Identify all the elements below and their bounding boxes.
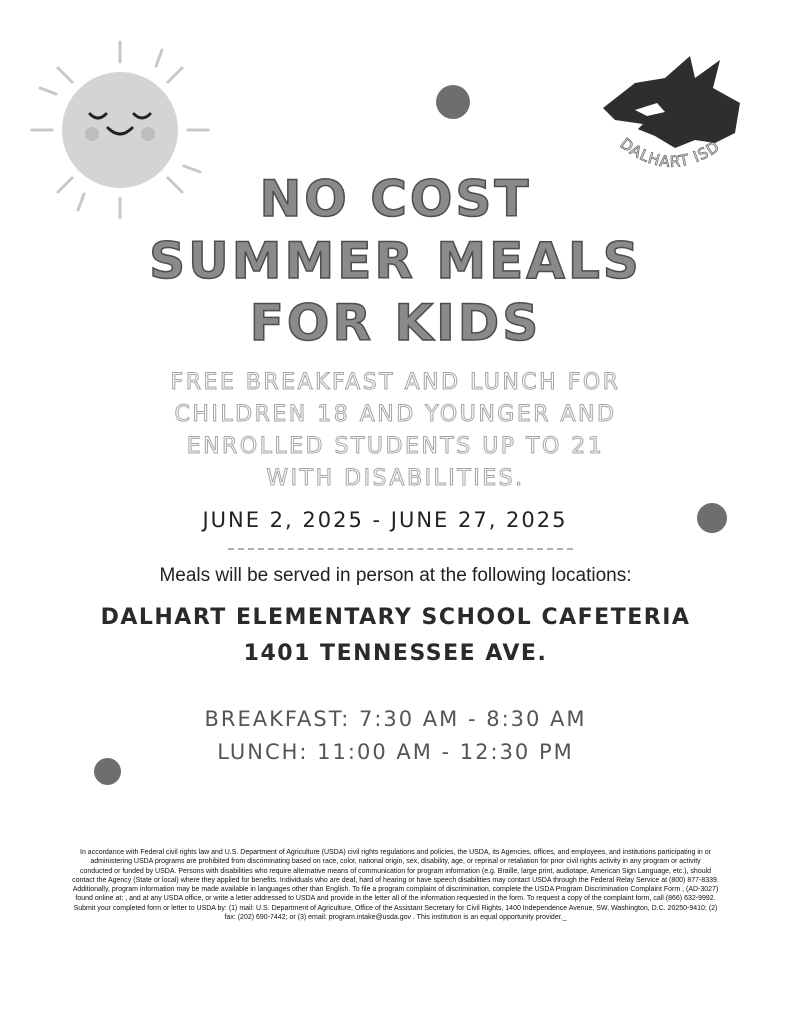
logo-text: DALHART ISD <box>616 134 724 171</box>
nondiscrimination-statement <box>40 848 751 922</box>
subheading-line-4: WITH DISABILITIES. <box>266 466 525 491</box>
divider <box>228 548 573 550</box>
served-text: Meals will be served in person at the following locations: <box>159 565 632 586</box>
legal-line: Submit your completed form or letter to USDA by: (1) mail: U.S. Department of Agriculture, Office of the Assistant Secretary for Civil Rights, 1400 Independence Avenue, SW, Washington, D.C. 20250-9410; (2) <box>73 904 718 912</box>
wolf-icon <box>595 48 755 178</box>
legal-line: fax: (202) 690-7442; or (3) email: program.intake@usda.gov . This institution is an equal opportunity provider._ <box>224 914 567 922</box>
legal-line: contact the Agency (State or local) where they applied for benefits. Individuals who are deaf, hard of hearing or have speech disabilities may contact USDA through the Federal Relay Service at (800) 877-8339. <box>72 876 719 884</box>
legal-line: found online at: , and at any USDA office, or write a letter addressed to USDA and provide in the letter all of the information requested in the form. To request a copy of the complaint form, call (866) 632-9992. <box>75 895 716 903</box>
subheading-line-3: ENROLLED STUDENTS UP TO 21 <box>186 434 605 459</box>
subheading-line-1: FREE BREAKFAST AND LUNCH FOR <box>170 370 621 395</box>
headline-line-3: FOR KIDS <box>249 294 542 352</box>
location-name: DALHART ELEMENTARY SCHOOL CAFETERIA <box>100 605 691 630</box>
breakfast-time: BREAKFAST: 7:30 AM - 8:30 AM <box>204 707 587 731</box>
lunch-time: LUNCH: 11:00 AM - 12:30 PM <box>217 740 574 764</box>
subheading-line-2: CHILDREN 18 AND YOUNGER AND <box>174 402 617 427</box>
location-address: 1401 TENNESSEE AVE. <box>243 641 548 666</box>
headline-line-2: SUMMER MEALS <box>149 232 642 290</box>
date-range: JUNE 2, 2025 - JUNE 27, 2025 <box>202 508 568 532</box>
decorative-dot <box>436 85 470 119</box>
legal-line: administering USDA programs are prohibited from discriminating based on race, color, national origin, sex, disability, age, or reprisal or retaliation for prior civil rights activity in any program or activity <box>90 858 701 866</box>
legal-line: conducted or funded by USDA. Persons with disabilities who require alternative means of communication for program information (e.g. Braille, large print, audiotape, American Sign Language, etc.), should <box>79 867 712 875</box>
headline-line-1: NO COST <box>259 170 532 228</box>
legal-line: Additionally, program information may be made available in languages other than English. To file a program complaint of discrimination, complete the USDA Program Discrimination Complaint Form , (AD-3027) <box>72 886 719 894</box>
legal-line: In accordance with Federal civil rights law and U.S. Department of Agriculture (USDA) civil rights regulations and policies, the USDA, its Agencies, offices, and employees, and institutions participating in or <box>80 849 711 856</box>
